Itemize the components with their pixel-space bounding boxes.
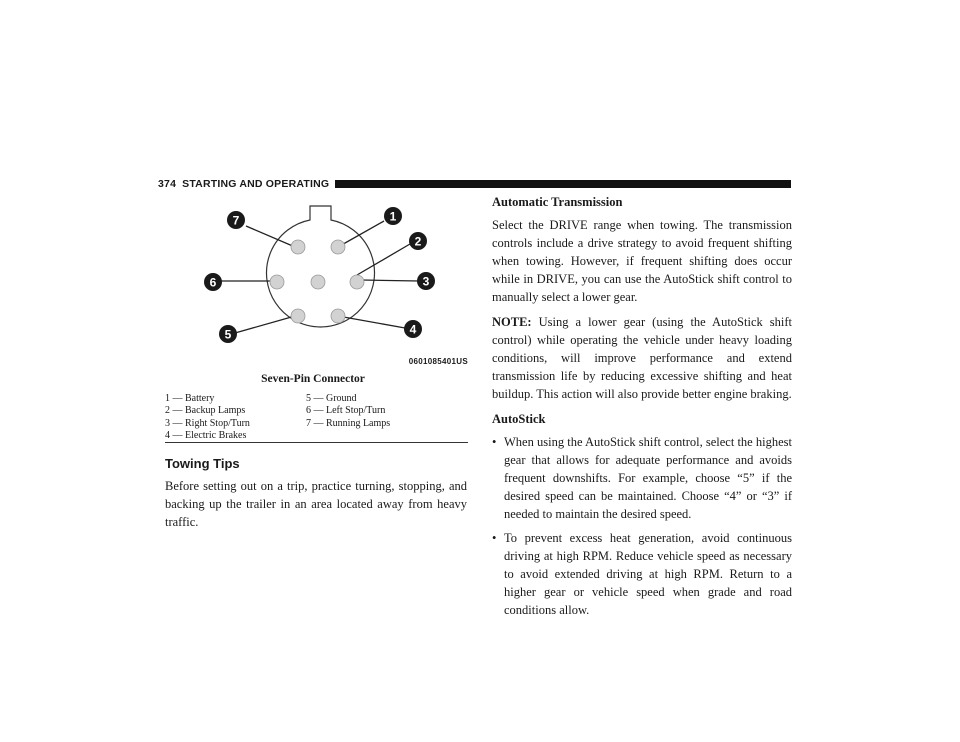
marker-6 bbox=[204, 273, 222, 291]
pin-center bbox=[311, 275, 325, 289]
legend-item: 5 — Ground bbox=[306, 393, 357, 404]
page-header bbox=[158, 177, 791, 191]
legend-column-right bbox=[306, 393, 390, 430]
autostick-list bbox=[492, 433, 792, 619]
bullet-icon: • bbox=[492, 531, 497, 545]
leader-line-7 bbox=[246, 226, 295, 247]
header-text bbox=[158, 178, 329, 190]
marker-5 bbox=[219, 325, 237, 343]
legend-item: 2 — Backup Lamps bbox=[165, 405, 246, 417]
pin-4 bbox=[331, 309, 345, 323]
leader-line-5 bbox=[235, 316, 295, 333]
legend-item: 6 — Left Stop/Turn bbox=[306, 405, 386, 417]
list-item-text: To prevent excess heat generation, avoid continuous driving at high RPM. Reduce vehicle speed as necessary to avoid extended driving at high RPM. Return to a higher gear or vehicle speed when grade and road conditions allow. bbox=[504, 531, 792, 617]
automatic-transmission-heading: Automatic Transmission bbox=[492, 195, 623, 209]
automatic-transmission-paragraph: Select the DRIVE range when towing. The transmission controls include a drive strategy to avoid frequent shifting when towing. However, if frequent shifting does occur while in DRIVE, you can use the AutoStick shift control to manually select a lower gear. bbox=[492, 218, 792, 304]
marker-3 bbox=[417, 272, 435, 290]
right-column bbox=[492, 193, 792, 625]
note-paragraph bbox=[492, 313, 792, 403]
connector-outline bbox=[267, 206, 375, 327]
list-item-text: When using the AutoStick shift control, select the highest gear that allows for adequate performance and avoids frequent downshifts. For example, choose “5” if the desired speed can be maintained. Choose “4” or “3” if needed to maintain the desired speed. bbox=[504, 435, 792, 521]
note-label: NOTE: bbox=[492, 315, 532, 329]
list-item bbox=[492, 529, 792, 619]
marker-2-label: 2 bbox=[414, 234, 422, 249]
list-item bbox=[492, 433, 792, 523]
pin-2 bbox=[350, 275, 364, 289]
marker-6-label: 6 bbox=[209, 275, 217, 290]
leader-line-2 bbox=[357, 244, 410, 275]
leader-line-4 bbox=[338, 316, 405, 328]
section-title: STARTING AND OPERATING bbox=[182, 178, 330, 190]
page-number: 374 bbox=[158, 178, 177, 190]
leader-line-3 bbox=[361, 280, 419, 281]
marker-3-label: 3 bbox=[422, 274, 430, 289]
marker-5-label: 5 bbox=[224, 327, 232, 342]
legend-divider bbox=[165, 442, 468, 443]
marker-1-label: 1 bbox=[389, 209, 397, 224]
legend-item: 3 — Right Stop/Turn bbox=[165, 417, 250, 429]
connector-diagram bbox=[158, 198, 468, 370]
pin-5 bbox=[291, 309, 305, 323]
towing-tips-heading: Towing Tips bbox=[165, 456, 240, 471]
legend-item: 1 — Battery bbox=[165, 393, 215, 404]
header-rule bbox=[335, 180, 791, 188]
figure-caption: Seven-Pin Connector bbox=[261, 373, 365, 385]
figure-id: 0601085401US bbox=[408, 357, 468, 366]
marker-7 bbox=[227, 211, 245, 229]
note-text: Using a lower gear (using the AutoStick shift control) while operating the vehicle under heavy loading conditions, will improve performance and extend transmission life by reducing excessive shifting and heat buildup. This action will also provide better engine braking. bbox=[492, 315, 793, 401]
marker-7-label: 7 bbox=[232, 213, 240, 228]
autostick-heading: AutoStick bbox=[492, 412, 546, 426]
pin-1 bbox=[331, 240, 345, 254]
marker-4 bbox=[404, 320, 422, 338]
pin-6 bbox=[270, 275, 284, 289]
legend-item: 4 — Electric Brakes bbox=[165, 429, 247, 441]
pin-7 bbox=[291, 240, 305, 254]
marker-4-label: 4 bbox=[409, 322, 417, 337]
marker-2 bbox=[409, 232, 427, 250]
towing-tips-paragraph: Before setting out on a trip, practice turning, stopping, and backing up the trailer in an area located away from heavy traffic. bbox=[165, 479, 467, 529]
bullet-icon: • bbox=[492, 435, 497, 449]
legend-column-left bbox=[165, 393, 250, 442]
legend-item: 7 — Running Lamps bbox=[306, 417, 391, 429]
marker-1 bbox=[384, 207, 402, 225]
seven-pin-connector-figure bbox=[158, 198, 468, 370]
